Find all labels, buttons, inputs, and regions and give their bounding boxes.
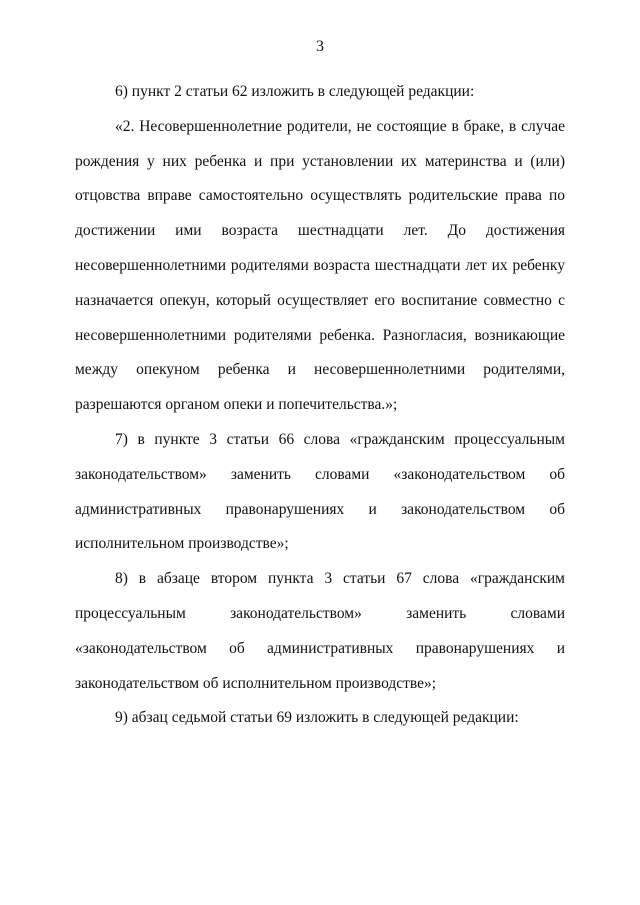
- paragraph-item-7: 7) в пункте 3 статьи 66 слова «гражданским процессуальным законодательством» заменить словами «законодательством об административных правонарушениях и законодательством об исполнительном производстве»;: [75, 430, 565, 553]
- paragraph-item-9: 9) абзац седьмой статьи 69 изложить в следующей редакции:: [115, 709, 519, 727]
- document-body: [75, 75, 565, 736]
- page-number: 3: [316, 38, 324, 55]
- paragraph-item-6: 6) пункт 2 статьи 62 изложить в следующей редакции:: [115, 83, 475, 100]
- paragraph-item-8: 8) в абзаце втором пункта 3 статьи 67 слова «гражданским процессуальным законодательством» заменить словами «законодательством об административных правонарушениях и законодательством об исполнительном производстве»;: [75, 570, 565, 692]
- paragraph-article-62-text: «2. Несовершеннолетние родители, не состоящие в браке, в случае рождения у них ребенка и при установлении их материнства и (или) отцовства вправе самостоятельно осуществлять родительские права по достижении ими возраста шестнадцати лет. До достижения несовершеннолетними родителями возраста шестнадцати лет их ребенку назначается опекун, который осуществляет его воспитание совместно с несовершеннолетними родителями ребенка. Разногласия, возникающие между опекуном ребенка и несовершеннолетними родителями, разрешаются органом опеки и попечительства.»;: [75, 117, 565, 414]
